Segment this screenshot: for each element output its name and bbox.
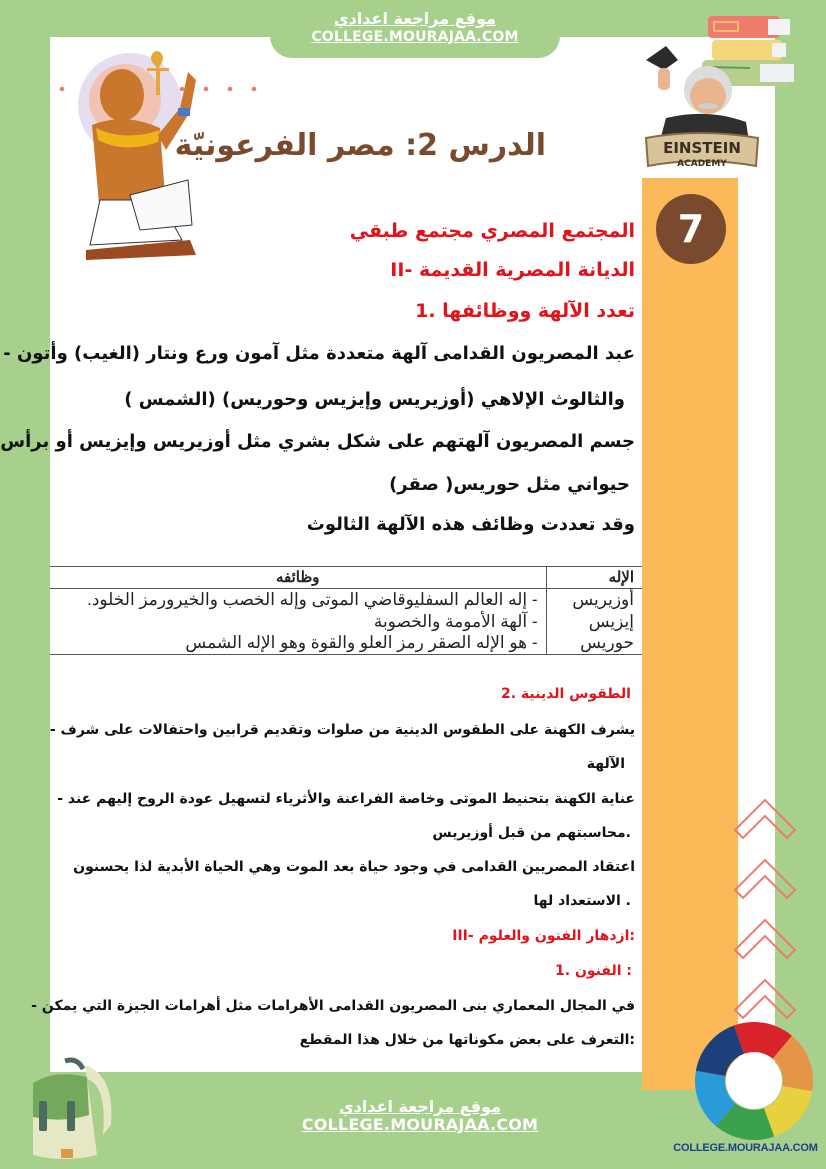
god-name: حوريس bbox=[546, 633, 642, 655]
arts-paragraph-line: :التعرف على بعض مكوناتها من خلال هذا المقطع bbox=[299, 1032, 635, 1048]
table-row bbox=[50, 589, 642, 611]
grade-number-badge: 7 bbox=[656, 194, 726, 264]
god-name: إيزيس bbox=[546, 611, 642, 633]
rituals-paragraph-line: اعتقاد المصريين القدامى في وجود حياة بعد الموت وهي الحياة الأبدية لذا يحسنون bbox=[73, 859, 635, 875]
footer-site-url[interactable]: COLLEGE.MOURAJAA.COM bbox=[301, 1115, 539, 1134]
rituals-paragraph-line: الآلهة bbox=[586, 756, 625, 772]
god-name: أوزيريس bbox=[546, 589, 642, 611]
god-function: - هو الإله الصقر رمز العلو والقوة وهو الإله الشمس bbox=[50, 633, 546, 655]
chevron-up-decoration-icon bbox=[733, 790, 797, 1020]
backpack-illustration bbox=[15, 1055, 115, 1165]
header-site-url[interactable]: COLLEGE.MOURAJAA.COM bbox=[311, 29, 519, 45]
column-header-god: الإله bbox=[546, 567, 642, 589]
arts-paragraph-line: في المجال المعماري بنى المصريون القدامى الأهرامات مثل أهرامات الجيزة التي يمكن - bbox=[31, 998, 635, 1014]
gods-heading: تعدد الآلهة ووظائفها .1 bbox=[415, 300, 635, 322]
gods-paragraph-line: والثالوث الإلاهي (أوزيريس وإيزيس وحوريس) (الشمس ) bbox=[124, 389, 625, 410]
arts-sub-heading: : الفنون .1 bbox=[555, 963, 632, 979]
lesson-title: الدرس 2: مصر الفرعونيّة bbox=[174, 128, 546, 163]
rituals-paragraph-line: عناية الكهنة بتحنيط الموتى وخاصة الفراعنة والأثرياء لتسهيل عودة الروح إليهم عند - bbox=[57, 791, 635, 807]
header-banner bbox=[270, 0, 560, 58]
religion-heading: الديانة المصرية القديمة -II bbox=[390, 259, 635, 281]
column-header-functions: وظائفه bbox=[50, 567, 546, 589]
gods-paragraph-line: عبد المصريون القدامى آلهة متعددة مثل آمون ورع ونتار (الغيب) وأتون - bbox=[3, 343, 635, 364]
table-row bbox=[50, 611, 642, 633]
rituals-paragraph-line: .محاسبتهم من قبل أوزيريس bbox=[432, 825, 631, 841]
arts-heading: :ازدهار الفنون والعلوم -III bbox=[452, 928, 635, 944]
gods-paragraph-line: جسم المصريون آلهتهم على شكل بشري مثل أوزيريس وإيزيس أو برأس bbox=[0, 431, 635, 452]
brand-line2: ACADEMY bbox=[677, 159, 727, 169]
table-header-row bbox=[50, 567, 642, 589]
rituals-paragraph-line: . الاستعداد لها bbox=[533, 893, 631, 909]
footer-logo-url[interactable]: COLLEGE.MOURAJAA.COM bbox=[673, 1142, 818, 1154]
gods-paragraph-line: وقد تعددت وظائف هذه الآلهة الثالوث bbox=[306, 514, 635, 535]
orange-side-strip bbox=[642, 178, 738, 1090]
mouraja-wheel-logo[interactable] bbox=[695, 1022, 813, 1140]
gods-functions-table bbox=[50, 566, 642, 655]
einstein-academy-logo bbox=[636, 38, 766, 180]
header-site-name[interactable]: موقع مراجعة اعدادي bbox=[333, 9, 497, 28]
footer-banner bbox=[270, 1082, 570, 1169]
god-function: - آلهة الأمومة والخصوبة bbox=[373, 611, 538, 631]
society-heading: المجتمع المصري مجتمع طبقي bbox=[349, 220, 635, 242]
rituals-heading: الطقوس الدينية .2 bbox=[500, 686, 631, 702]
gods-paragraph-line: حيواني مثل حوريس( صقر) bbox=[389, 474, 630, 495]
table-row bbox=[50, 633, 642, 655]
brand-line1: EINSTEIN bbox=[663, 139, 741, 157]
god-function: - إله العالم السفليوقاضي الموتى وإله الخصب والخيرورمز الخلود. bbox=[87, 589, 538, 609]
rituals-paragraph-line: يشرف الكهنة على الطقوس الدينية من صلوات وتقديم قرابين واحتفالات على شرف - bbox=[49, 722, 635, 738]
footer-site-name[interactable]: موقع مراجعة اعدادي bbox=[338, 1097, 502, 1116]
